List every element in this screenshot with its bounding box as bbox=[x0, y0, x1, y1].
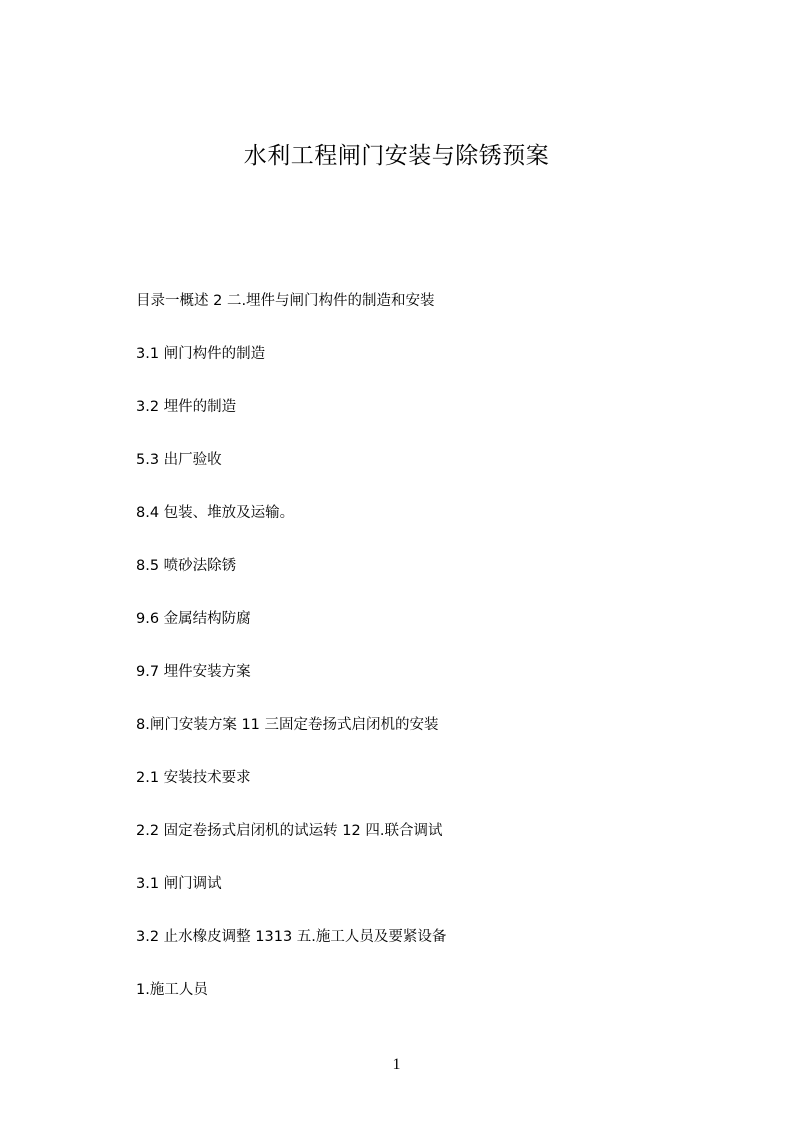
page-number: 1 bbox=[392, 1056, 401, 1073]
toc-line: 8.5 喷砂法除锈 bbox=[136, 558, 237, 574]
toc-line: 3.2 埋件的制造 bbox=[136, 399, 237, 415]
toc-line: 9.6 金属结构防腐 bbox=[136, 611, 251, 627]
toc-line: 目录一概述 2 二.埋件与闸门构件的制造和安装 bbox=[136, 293, 435, 309]
toc-line: 3.2 止水橡皮调整 1313 五.施工人员及要紧设备 bbox=[136, 929, 447, 945]
toc-line: 1.施工人员 bbox=[136, 982, 208, 998]
toc-line: 5.3 出厂验收 bbox=[136, 452, 222, 468]
table-of-contents bbox=[136, 288, 696, 1030]
toc-line: 3.1 闸门调试 bbox=[136, 876, 222, 892]
toc-line: 9.7 埋件安装方案 bbox=[136, 664, 251, 680]
toc-line: 2.2 固定卷扬式启闭机的试运转 12 四.联合调试 bbox=[136, 823, 443, 839]
toc-line: 8.闸门安装方案 11 三固定卷扬式启闭机的安装 bbox=[136, 717, 439, 733]
toc-line: 8.4 包装、堆放及运输。 bbox=[136, 505, 295, 521]
toc-line: 3.1 闸门构件的制造 bbox=[136, 346, 266, 362]
document-title: 水利工程闸门安装与除锈预案 bbox=[243, 143, 550, 169]
toc-line: 2.1 安装技术要求 bbox=[136, 770, 251, 786]
